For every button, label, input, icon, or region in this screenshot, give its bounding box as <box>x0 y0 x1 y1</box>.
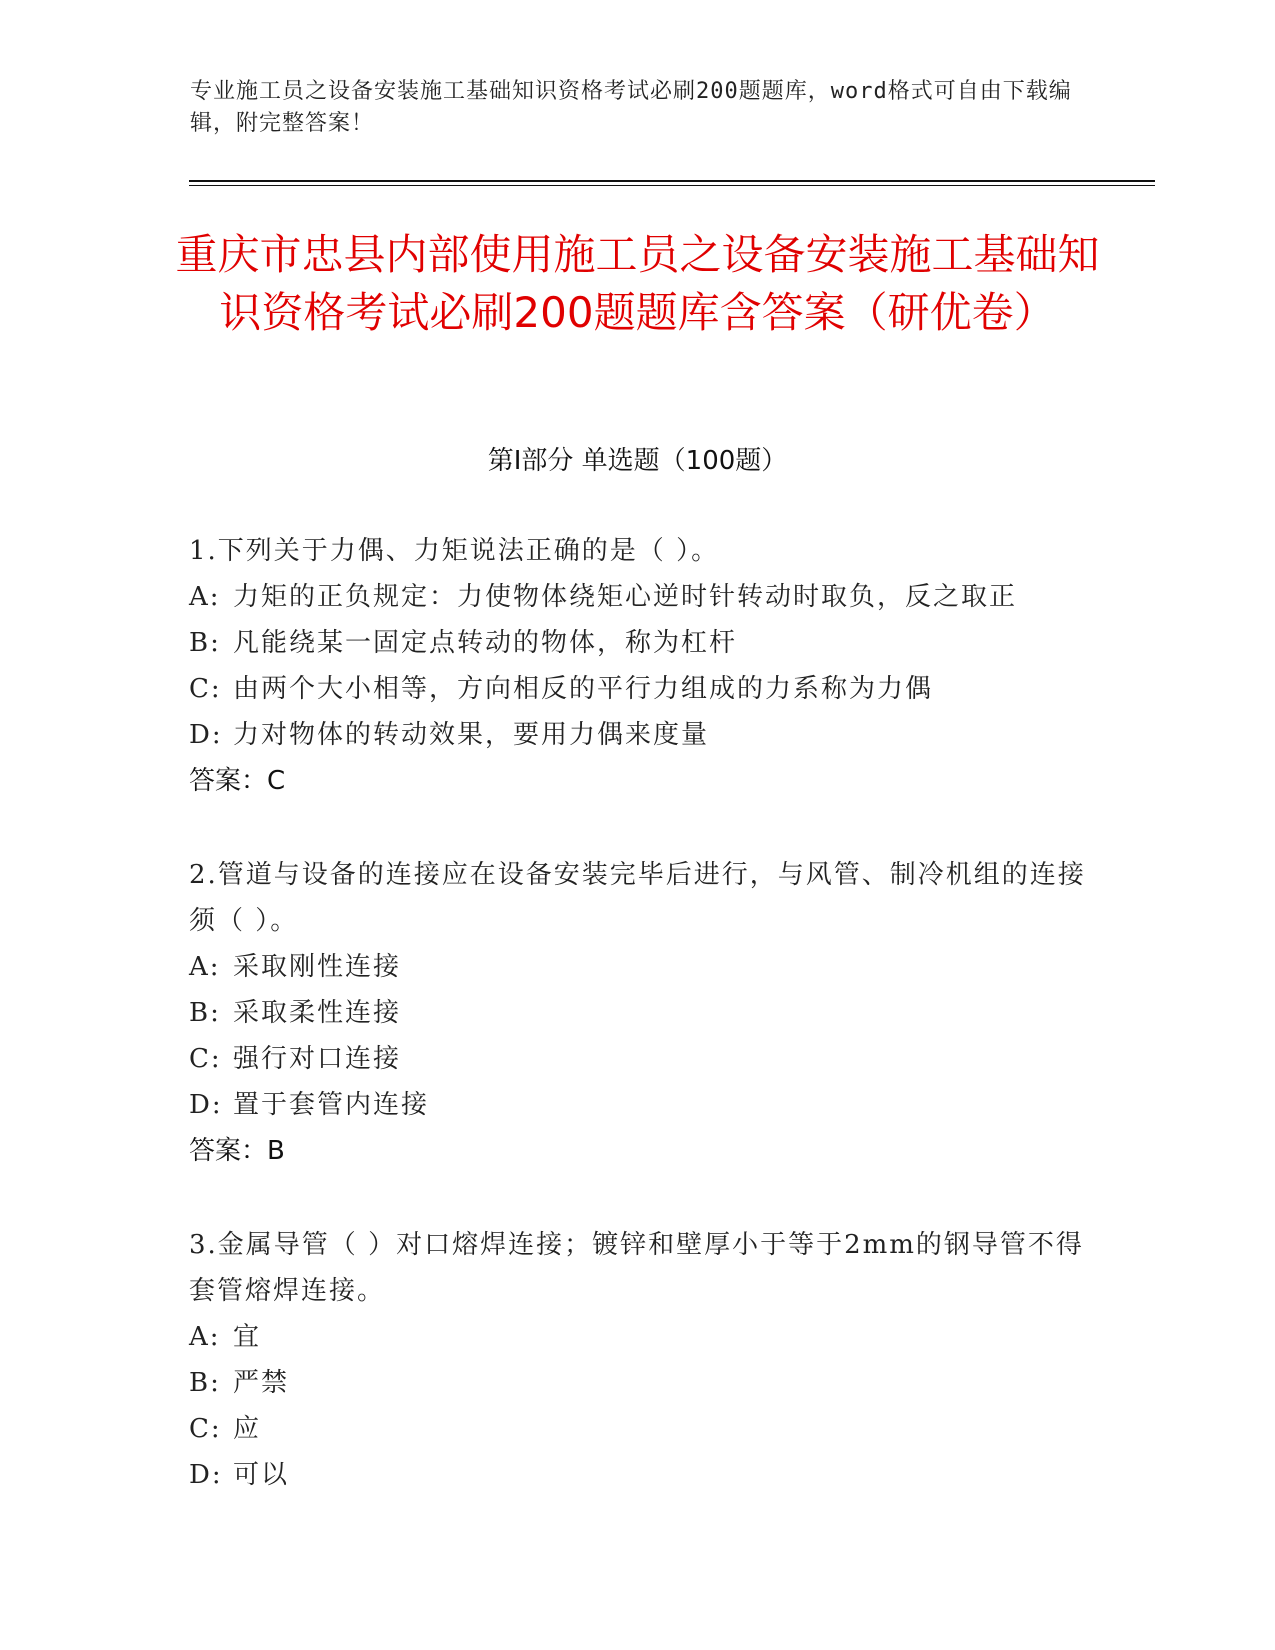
option-letter: A: <box>189 582 221 612</box>
question-2 <box>189 852 1089 1174</box>
option-letter: C: <box>189 674 222 704</box>
option-text: 应 <box>233 1414 262 1444</box>
question-stem: 2.管道与设备的连接应在设备安装完毕后进行，与风管、制冷机组的连接须（ ）。 <box>189 860 1086 936</box>
option-a <box>189 1314 1089 1360</box>
header-divider-thick <box>189 180 1155 182</box>
option-text: 严禁 <box>233 1368 290 1398</box>
option-text: 置于套管内连接 <box>233 1090 430 1120</box>
option-letter: C: <box>189 1044 222 1074</box>
option-d <box>189 712 1089 758</box>
option-letter: C: <box>189 1414 222 1444</box>
option-d <box>189 1452 1089 1498</box>
option-text: 凡能绕某一固定点转动的物体，称为杠杆 <box>233 628 738 658</box>
option-text: 宜 <box>233 1322 262 1352</box>
option-a <box>189 944 1089 990</box>
question-3 <box>189 1222 1089 1498</box>
question-stem: 3.金属导管（ ）对口熔焊连接；镀锌和壁厚小于等于2mm的钢导管不得套管熔焊连接。 <box>189 1230 1084 1306</box>
option-text: 采取柔性连接 <box>233 998 402 1028</box>
answer-line: 答案：B <box>189 1136 285 1166</box>
header-divider-thin <box>189 185 1155 186</box>
option-letter: B: <box>189 1368 221 1398</box>
option-letter: A: <box>189 1322 221 1352</box>
option-letter: D: <box>189 720 223 750</box>
option-b <box>189 990 1089 1036</box>
answer-line: 答案：C <box>189 766 286 796</box>
option-letter: A: <box>189 952 221 982</box>
option-text: 强行对口连接 <box>233 1044 402 1074</box>
option-text: 力对物体的转动效果，要用力偶来度量 <box>233 720 710 750</box>
option-letter: B: <box>189 628 221 658</box>
option-letter: B: <box>189 998 221 1028</box>
option-c <box>189 1406 1089 1452</box>
document-title: 重庆市忠县内部使用施工员之设备安装施工基础知识资格考试必刷200题题库含答案（研优卷） <box>175 230 1100 337</box>
option-c <box>189 666 1089 712</box>
section-heading: 第Ⅰ部分 单选题（100题） <box>487 446 788 476</box>
header-note: 专业施工员之设备安装施工基础知识资格考试必刷200题题库，word格式可自由下载编辑，附完整答案！ <box>190 79 1072 136</box>
option-text: 可以 <box>233 1460 290 1490</box>
option-text: 力矩的正负规定：力使物体绕矩心逆时针转动时取负，反之取正 <box>233 582 1018 612</box>
option-letter: D: <box>189 1090 223 1120</box>
question-list <box>189 528 1089 1546</box>
question-1 <box>189 528 1089 804</box>
option-c <box>189 1036 1089 1082</box>
question-stem: 1.下列关于力偶、力矩说法正确的是（ ）。 <box>189 536 720 566</box>
option-b <box>189 1360 1089 1406</box>
option-letter: D: <box>189 1460 223 1490</box>
option-d <box>189 1082 1089 1128</box>
option-b <box>189 620 1089 666</box>
option-text: 由两个大小相等，方向相反的平行力组成的力系称为力偶 <box>233 674 934 704</box>
option-a <box>189 574 1089 620</box>
option-text: 采取刚性连接 <box>233 952 402 982</box>
